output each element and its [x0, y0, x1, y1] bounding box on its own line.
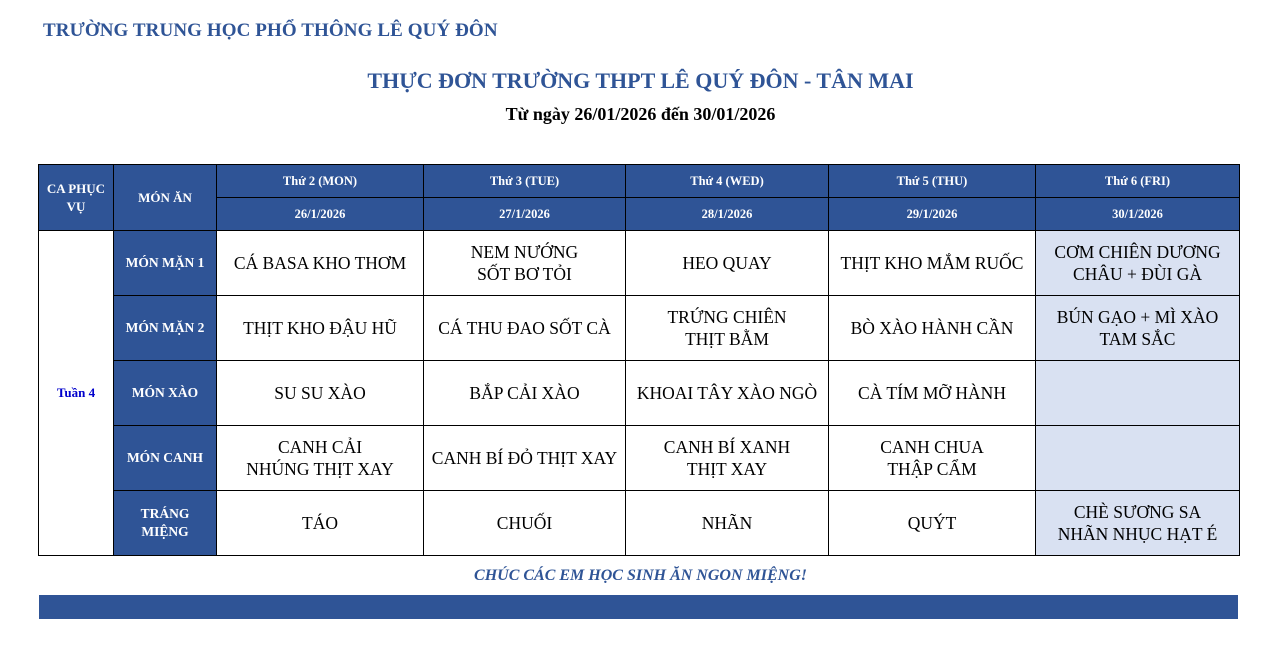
header-dish [114, 165, 217, 231]
footer-message: CHÚC CÁC EM HỌC SINH ĂN NGON MIỆNG! [474, 567, 807, 584]
dish-cell: TÁO [217, 491, 424, 556]
header-shift-label: CA PHỤC VỤ [46, 180, 106, 214]
day-header: Thứ 2 (MON) [217, 165, 424, 198]
day-header: Thứ 4 (WED) [626, 165, 829, 198]
dish-cell: KHOAI TÂY XÀO NGÒ [626, 361, 829, 426]
dish-cell: NEM NƯỚNG SỐT BƠ TỎI [424, 231, 626, 296]
dish-cell: BẮP CẢI XÀO [424, 361, 626, 426]
meal-category: MÓN CANH [114, 426, 217, 491]
table-row [39, 426, 1240, 491]
day-header: Thứ 6 (FRI) [1036, 165, 1240, 198]
dish-cell: QUÝT [829, 491, 1036, 556]
week-label: Tuần 4 [39, 231, 114, 556]
table-row [39, 491, 1240, 556]
day-date: 27/1/2026 [424, 198, 626, 231]
day-header: Thứ 5 (THU) [829, 165, 1036, 198]
dish-cell: CANH CẢI NHÚNG THỊT XAY [217, 426, 424, 491]
footer-bar [39, 595, 1238, 619]
meal-category: MÓN XÀO [114, 361, 217, 426]
date-range: Từ ngày 26/01/2026 đến 30/01/2026 [505, 104, 776, 124]
meal-category: MÓN MẶN 2 [114, 296, 217, 361]
dish-cell: HEO QUAY [626, 231, 829, 296]
dish-cell: CANH BÍ XANH THỊT XAY [626, 426, 829, 491]
dish-cell: BÒ XÀO HÀNH CẦN [829, 296, 1036, 361]
menu-table [38, 164, 1240, 556]
dish-cell: CÁ BASA KHO THƠM [217, 231, 424, 296]
day-date: 26/1/2026 [217, 198, 424, 231]
table-row [39, 296, 1240, 361]
meal-category: MÓN MẶN 1 [114, 231, 217, 296]
dish-cell: BÚN GẠO + MÌ XÀO TAM SẮC [1036, 296, 1240, 361]
dish-cell: TRỨNG CHIÊN THỊT BẰM [626, 296, 829, 361]
dish-cell: CANH BÍ ĐỎ THỊT XAY [424, 426, 626, 491]
dish-cell: CHÈ SƯƠNG SA NHÃN NHỤC HẠT É [1036, 491, 1240, 556]
dish-cell: CÁ THU ĐAO SỐT CÀ [424, 296, 626, 361]
header-dish-label: MÓN ĂN [138, 189, 192, 205]
day-date: 29/1/2026 [829, 198, 1036, 231]
header-shift [39, 165, 114, 231]
dish-cell: THỊT KHO MẮM RUỐC [829, 231, 1036, 296]
table-row [39, 231, 1240, 296]
day-date: 28/1/2026 [626, 198, 829, 231]
dish-cell: CÀ TÍM MỠ HÀNH [829, 361, 1036, 426]
table-row [39, 361, 1240, 426]
day-date: 30/1/2026 [1036, 198, 1240, 231]
day-header: Thứ 3 (TUE) [424, 165, 626, 198]
page-title: THỰC ĐƠN TRƯỜNG THPT LÊ QUÝ ĐÔN - TÂN MAI [367, 68, 914, 93]
dish-cell: CANH CHUA THẬP CẨM [829, 426, 1036, 491]
school-name: TRƯỜNG TRUNG HỌC PHỔ THÔNG LÊ QUÝ ĐÔN [43, 20, 498, 41]
dish-cell: CHUỐI [424, 491, 626, 556]
meal-category: TRÁNG MIỆNG [114, 491, 217, 556]
dish-cell: THỊT KHO ĐẬU HŨ [217, 296, 424, 361]
menu-body [39, 231, 1240, 556]
dish-cell [1036, 426, 1240, 491]
dish-cell: NHÃN [626, 491, 829, 556]
dish-cell [1036, 361, 1240, 426]
dish-cell: CƠM CHIÊN DƯƠNG CHÂU + ĐÙI GÀ [1036, 231, 1240, 296]
dish-cell: SU SU XÀO [217, 361, 424, 426]
